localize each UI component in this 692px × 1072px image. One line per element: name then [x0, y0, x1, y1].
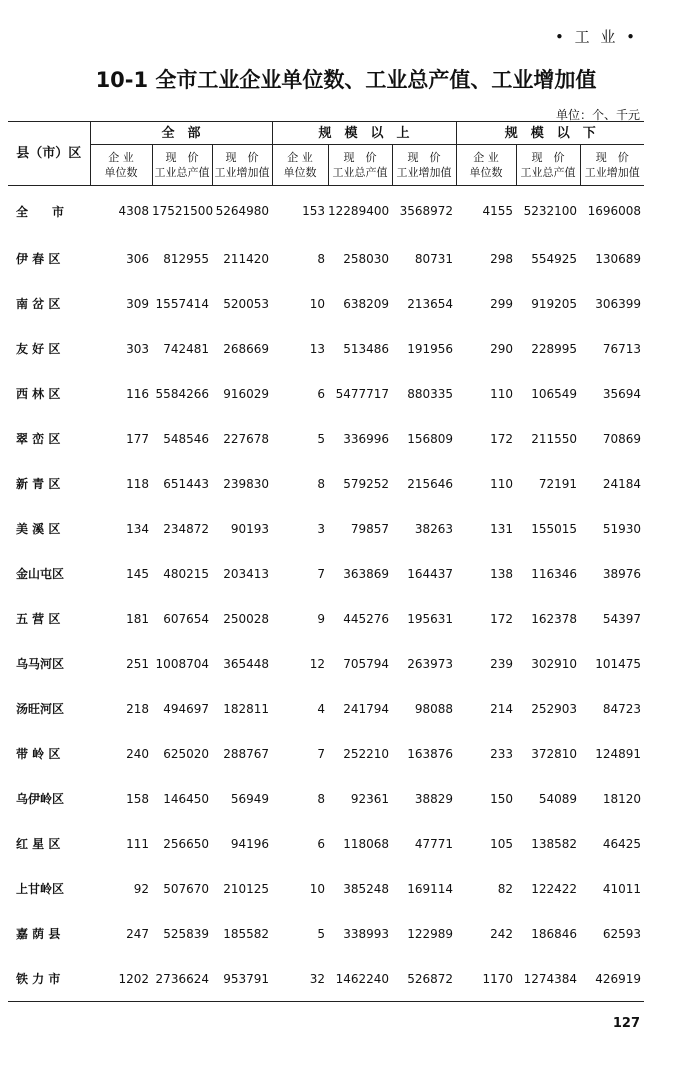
table-cell: 309 [126, 296, 149, 311]
table-cell: 3568972 [399, 204, 454, 218]
table-cell: 191956 [407, 341, 454, 356]
region-name: 友 好 区 [16, 342, 61, 356]
column-header-row [8, 145, 644, 186]
table-cell: 8 [317, 791, 326, 806]
table-cell: 169114 [407, 881, 454, 896]
table-cell: 177 [126, 431, 149, 446]
table-cell: 214 [490, 701, 514, 716]
table-cell: 203413 [223, 566, 270, 581]
table-row [8, 866, 644, 911]
table-cell: 426919 [580, 956, 644, 1002]
table-cell: 138582 [531, 836, 578, 851]
table-row [8, 236, 644, 281]
column-header: 现 价 工业增加值 [580, 145, 644, 186]
table-cell: 240 [126, 746, 149, 761]
page-title: 10-1 全市工业企业单位数、工业总产值、工业增加值 [95, 68, 597, 92]
table-cell: 250028 [223, 611, 270, 626]
table-cell: 1696008 [587, 204, 642, 218]
table-cell: 1462240 [328, 956, 392, 1002]
table-cell: 46425 [602, 836, 642, 851]
table-cell: 298 [490, 251, 514, 266]
table-cell: 10 [309, 296, 326, 311]
region-name: 乌马河区 [16, 657, 65, 671]
table-cell: 172 [490, 611, 514, 626]
table-cell: 76713 [602, 341, 642, 356]
table-cell: 579252 [343, 476, 390, 491]
table-cell: 242 [490, 926, 514, 941]
table-cell: 625020 [163, 746, 209, 761]
table-cell: 8 [317, 476, 326, 491]
table-cell: 513486 [343, 341, 390, 356]
table-cell: 6 [317, 836, 326, 851]
table-cell: 84723 [602, 701, 642, 716]
table-cell: 651443 [163, 476, 209, 491]
table-cell: 252903 [531, 701, 578, 716]
table-cell: 239830 [223, 476, 270, 491]
column-header: 现 价 工业增加值 [212, 145, 272, 186]
table-cell: 336996 [343, 431, 390, 446]
table-cell: 218 [126, 701, 149, 716]
table-cell: 372810 [531, 746, 578, 761]
column-header: 现 价 工业总产值 [328, 145, 392, 186]
table-cell: 146450 [163, 791, 209, 806]
table-cell: 185582 [223, 926, 270, 941]
table-cell: 134 [126, 521, 149, 536]
section-tag: • 工 业 • [555, 28, 638, 46]
region-name: 乌伊岭区 [16, 792, 65, 806]
table-cell: 18120 [602, 791, 642, 806]
table-cell: 268669 [223, 341, 270, 356]
table-row [8, 911, 644, 956]
table-cell: 247 [126, 926, 149, 941]
table-cell: 111 [126, 836, 149, 851]
table-cell: 156809 [407, 431, 454, 446]
table-cell: 164437 [407, 566, 454, 581]
table-cell: 526872 [392, 956, 456, 1002]
table-cell: 239 [490, 656, 514, 671]
table-cell: 41011 [602, 881, 642, 896]
region-name: 伊 春 区 [16, 252, 61, 266]
table-cell: 145 [126, 566, 149, 581]
table-cell: 163876 [407, 746, 454, 761]
table-cell: 72191 [538, 476, 578, 491]
table-cell: 607654 [163, 611, 209, 626]
table-cell: 1008704 [155, 656, 209, 671]
table-cell: 186846 [531, 926, 578, 941]
unit-label: 单位：个、千元 [555, 108, 640, 122]
table-cell: 124891 [595, 746, 642, 761]
table-cell: 54089 [538, 791, 578, 806]
table-cell: 195631 [407, 611, 454, 626]
region-column-header: 县（市）区 [8, 122, 90, 186]
table-cell: 110 [490, 386, 514, 401]
table-cell: 70869 [602, 431, 642, 446]
table-cell: 24184 [602, 476, 642, 491]
table-row [8, 326, 644, 371]
table-cell: 92 [133, 881, 149, 896]
table-row [8, 776, 644, 821]
table-row [8, 461, 644, 506]
region-name: 红 星 区 [16, 837, 61, 851]
column-header: 企 业 单位数 [272, 145, 328, 186]
column-header: 现 价 工业总产值 [516, 145, 580, 186]
table-cell: 122422 [531, 881, 578, 896]
column-header: 企 业 单位数 [456, 145, 516, 186]
column-header: 企 业 单位数 [90, 145, 152, 186]
table-cell: 1170 [456, 956, 516, 1002]
table-cell: 5477717 [335, 386, 390, 401]
table-cell: 4308 [118, 204, 149, 218]
table-cell: 213654 [407, 296, 454, 311]
table-cell: 258030 [343, 251, 390, 266]
table-cell: 5 [317, 431, 326, 446]
page-number: 127 [612, 1016, 640, 1031]
table-cell: 118 [126, 476, 149, 491]
table-cell: 4155 [482, 204, 514, 218]
table-body [8, 186, 644, 1002]
table-cell: 106549 [531, 386, 578, 401]
table-cell: 80731 [414, 251, 454, 266]
table-cell: 12 [309, 656, 326, 671]
table-cell: 5584266 [155, 386, 209, 401]
region-name: 南 岔 区 [16, 297, 61, 311]
table-cell: 110 [490, 476, 514, 491]
table-cell: 162378 [531, 611, 578, 626]
table-cell: 130689 [595, 251, 642, 266]
table-cell: 252210 [343, 746, 390, 761]
table-cell: 2736624 [152, 956, 212, 1002]
table-cell: 306 [126, 251, 149, 266]
table-cell: 7 [317, 746, 326, 761]
table-cell: 880335 [407, 386, 454, 401]
table-cell: 9 [317, 611, 326, 626]
region-name: 金山屯区 [16, 567, 65, 581]
table-cell: 5232100 [523, 204, 578, 218]
table-cell: 742481 [163, 341, 209, 356]
table-cell: 233 [490, 746, 514, 761]
table-cell: 82 [497, 881, 514, 896]
table-cell: 155015 [531, 521, 578, 536]
table-row [8, 551, 644, 596]
table-cell: 92361 [350, 791, 390, 806]
table-cell: 210125 [223, 881, 270, 896]
table-cell: 17521500 [152, 204, 214, 218]
group-header-all: 全 部 [90, 122, 272, 145]
table-cell: 8 [317, 251, 326, 266]
table-cell: 5264980 [215, 204, 270, 218]
region-name: 美 溪 区 [16, 522, 61, 536]
column-header: 现 价 工业增加值 [392, 145, 456, 186]
table-cell: 525839 [163, 926, 209, 941]
table-cell: 290 [490, 341, 514, 356]
region-name: 带 岭 区 [16, 747, 61, 761]
table-cell: 116346 [531, 566, 578, 581]
table-cell: 98088 [414, 701, 454, 716]
region-name: 全 市 [16, 204, 65, 219]
table-cell: 3 [317, 521, 326, 536]
table-cell: 62593 [602, 926, 642, 941]
table-cell: 6 [317, 386, 326, 401]
group-header-below-scale: 规 模 以 下 [456, 122, 644, 145]
table-cell: 494697 [163, 701, 209, 716]
table-row [8, 731, 644, 776]
table-row [8, 686, 644, 731]
table-cell: 38976 [602, 566, 642, 581]
table-cell: 234872 [163, 521, 209, 536]
table-cell: 288767 [223, 746, 270, 761]
group-header-row [8, 122, 644, 145]
table-cell: 153 [302, 204, 326, 218]
table-cell: 122989 [407, 926, 454, 941]
table-cell: 1557414 [155, 296, 209, 311]
table-cell: 150 [490, 791, 514, 806]
table-cell: 953791 [212, 956, 272, 1002]
region-name: 汤旺河区 [16, 702, 65, 716]
table-cell: 1202 [90, 956, 152, 1002]
table-cell: 211420 [223, 251, 270, 266]
region-name: 铁 力 市 [8, 956, 90, 1002]
table-cell: 47771 [414, 836, 454, 851]
region-name: 翠 峦 区 [16, 432, 61, 446]
table-row [8, 186, 644, 237]
table-cell: 105 [490, 836, 514, 851]
column-header: 现 价 工业总产值 [152, 145, 212, 186]
table-cell: 56949 [230, 791, 270, 806]
table-cell: 38829 [414, 791, 454, 806]
table-cell: 181 [126, 611, 149, 626]
table-cell: 638209 [343, 296, 390, 311]
table-cell: 35694 [602, 386, 642, 401]
table-cell: 228995 [531, 341, 578, 356]
table-cell: 306399 [595, 296, 642, 311]
table-cell: 445276 [343, 611, 390, 626]
table-cell: 507670 [163, 881, 209, 896]
table-row [8, 506, 644, 551]
table-cell: 32 [272, 956, 328, 1002]
table-row [8, 371, 644, 416]
table-cell: 1274384 [516, 956, 580, 1002]
table-cell: 520053 [223, 296, 270, 311]
table-row [8, 641, 644, 686]
table-cell: 263973 [407, 656, 454, 671]
region-name: 上甘岭区 [16, 882, 65, 896]
table-cell: 158 [126, 791, 149, 806]
table-cell: 812955 [163, 251, 209, 266]
region-name: 新 青 区 [16, 477, 61, 491]
table-row [8, 281, 644, 326]
table-row [8, 596, 644, 641]
region-name: 西 林 区 [16, 387, 61, 401]
table-cell: 116 [126, 386, 149, 401]
table-cell: 4 [317, 701, 326, 716]
table-cell: 480215 [163, 566, 209, 581]
table-cell: 338993 [343, 926, 390, 941]
table-cell: 13 [309, 341, 326, 356]
table-cell: 385248 [343, 881, 390, 896]
table-cell: 365448 [223, 656, 270, 671]
table-cell: 10 [309, 881, 326, 896]
table-cell: 215646 [407, 476, 454, 491]
table-cell: 302910 [531, 656, 578, 671]
table-cell: 251 [126, 656, 149, 671]
table-cell: 5 [317, 926, 326, 941]
table-row [8, 416, 644, 461]
table-cell: 94196 [230, 836, 270, 851]
table-cell: 548546 [163, 431, 209, 446]
table-cell: 79857 [350, 521, 390, 536]
table-cell: 54397 [602, 611, 642, 626]
table-cell: 916029 [223, 386, 270, 401]
table-cell: 7 [317, 566, 326, 581]
table-cell: 241794 [343, 701, 390, 716]
table-cell: 256650 [163, 836, 209, 851]
region-name: 嘉 荫 县 [16, 927, 61, 941]
table-cell: 182811 [223, 701, 270, 716]
table-cell: 138 [490, 566, 514, 581]
table-cell: 90193 [230, 521, 270, 536]
table-cell: 131 [490, 521, 514, 536]
table-cell: 118068 [343, 836, 390, 851]
region-name: 五 营 区 [16, 612, 61, 626]
table-cell: 299 [490, 296, 514, 311]
group-header-above-scale: 规 模 以 上 [272, 122, 456, 145]
table-cell: 705794 [343, 656, 390, 671]
table-cell: 38263 [414, 521, 454, 536]
table-cell: 919205 [531, 296, 578, 311]
table-row [8, 821, 644, 866]
table-cell: 303 [126, 341, 149, 356]
statistics-table [8, 121, 644, 1002]
table-cell: 51930 [602, 521, 642, 536]
table-cell: 172 [490, 431, 514, 446]
table-cell: 12289400 [328, 204, 390, 218]
table-row [8, 956, 644, 1002]
table-cell: 101475 [595, 656, 642, 671]
table-cell: 363869 [343, 566, 390, 581]
table-cell: 227678 [223, 431, 270, 446]
table-cell: 211550 [531, 431, 578, 446]
table-cell: 554925 [531, 251, 578, 266]
